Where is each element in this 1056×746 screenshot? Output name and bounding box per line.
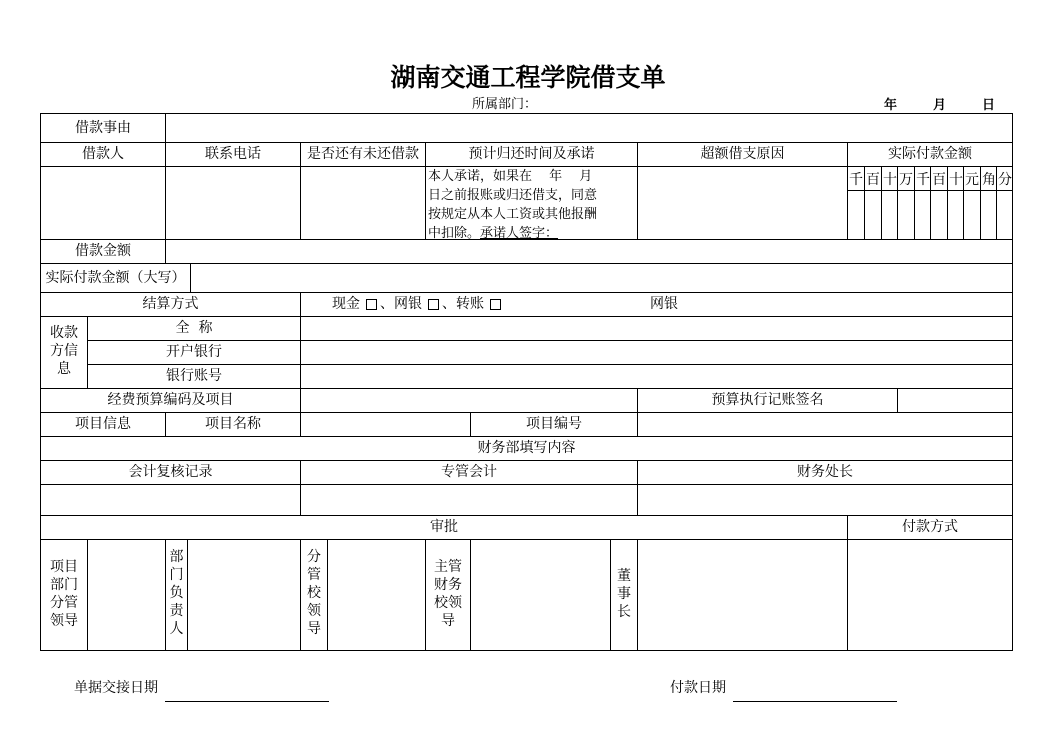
payee-full-name-label: 全 称 [175,320,213,337]
digit-shi-2: 十 [949,172,963,188]
digit-fen: 分 [998,172,1012,188]
digit-bai-2: 百 [932,172,946,188]
digit-shi: 十 [883,172,897,188]
digit-yuan: 元 [965,172,979,188]
payment-method-label: 付款方式 [902,519,958,536]
unreturned-loan-header: 是否还有未还借款 [307,146,419,163]
day-label: 日 [982,98,996,113]
project-name-field[interactable] [301,413,470,436]
handover-date-line[interactable] [165,701,329,702]
payment-date-label: 付款日期 [670,680,726,696]
payee-info-label: 收款 方信 息 [50,325,78,377]
budget-code-field[interactable] [301,389,637,412]
payee-bank-label: 开户银行 [166,344,222,361]
chairman-label: 董 事 长 [617,568,631,620]
payment-method-field[interactable] [848,540,1012,650]
borrower-header: 借款人 [82,146,124,163]
transfer-checkbox[interactable] [490,299,501,310]
loan-amount-label: 借款金额 [75,243,131,260]
finance-vp-sign-field[interactable] [471,540,610,650]
payment-date-line[interactable] [733,701,897,702]
settlement-label: 结算方式 [142,296,199,313]
digit-qian-2: 千 [916,172,930,188]
over-limit-reason-field[interactable] [638,167,847,239]
project-number-label: 项目编号 [526,416,582,433]
loan-reason-label: 借款事由 [75,119,131,136]
borrower-field[interactable] [41,167,165,239]
loan-reason-field[interactable] [166,114,1012,142]
dept-head-label: 部 门 负 责 人 [169,549,184,637]
promiser-signature-label: 承诺人签字： [480,226,559,241]
payee-account-field[interactable] [301,365,1012,388]
approval-title: 审批 [430,519,458,536]
project-leader-sign-field[interactable] [88,540,165,650]
loan-amount-field[interactable] [166,240,1012,263]
digit-jiao: 角 [982,172,996,188]
year-label: 年 [884,98,898,113]
finance-director-label: 财务处长 [797,464,853,481]
finance-director-field[interactable] [638,485,1012,515]
payee-account-label: 银行账号 [166,368,222,385]
finance-section-title: 财务部填写内容 [477,440,576,457]
project-info-label: 项目信息 [75,416,131,433]
budget-code-label: 经费预算编码及项目 [107,392,234,409]
project-name-label: 项目名称 [205,416,261,433]
vp-sign-field[interactable] [328,540,425,650]
accountant-field[interactable] [301,485,637,515]
department-label: 所属部门： [472,97,538,112]
project-number-field[interactable] [638,413,1012,436]
repayment-promise: 本人承诺，如果在 年 月 日之前报账或归还借支，同意 按规定从本人工资或其他报酬 中扣除。承诺人签字： [428,169,598,241]
month-label: 月 [933,98,947,113]
accountant-label: 专管会计 [441,464,497,481]
chairman-sign-field[interactable] [638,540,847,650]
cash-checkbox[interactable] [366,299,377,310]
project-leader-label: 项目 部门 分管 领导 [50,559,78,629]
handover-date-label: 单据交接日期 [74,680,158,696]
digit-wan: 万 [899,172,913,188]
actual-amount-upper-field[interactable] [191,264,1012,292]
audit-record-field[interactable] [41,485,300,515]
unreturned-loan-field[interactable] [301,167,425,239]
phone-header: 联系电话 [205,146,261,163]
phone-field[interactable] [166,167,300,239]
expected-return-header: 预计归还时间及承诺 [468,146,595,163]
dept-head-sign-field[interactable] [188,540,300,650]
settlement-options [328,293,504,316]
budget-exec-sign-label: 预算执行记账签名 [711,392,824,409]
bank-checkbox[interactable] [428,299,439,310]
digit-qian: 千 [849,172,863,188]
budget-exec-sign-field[interactable] [898,389,1012,412]
payee-full-name-field[interactable] [301,317,1012,340]
cash-label: 现金 [332,296,360,313]
form-title: 湖南交通工程学院借支单 [390,63,666,92]
settlement-value: 网银 [650,296,678,313]
actual-amount-header: 实际付款金额 [888,146,972,163]
bank-label: 、网银 [380,296,422,313]
finance-vp-label: 主管 财务 校领 导 [434,559,462,629]
actual-amount-upper-label: 实际付款金额（大写） [45,269,186,286]
payee-bank-field[interactable] [301,341,1012,364]
audit-record-label: 会计复核记录 [128,464,213,481]
digit-bai: 百 [866,172,880,188]
over-limit-reason-header: 超额借支原因 [700,146,785,163]
vp-label: 分 管 校 领 导 [307,549,321,637]
transfer-label: 、转账 [442,296,484,313]
